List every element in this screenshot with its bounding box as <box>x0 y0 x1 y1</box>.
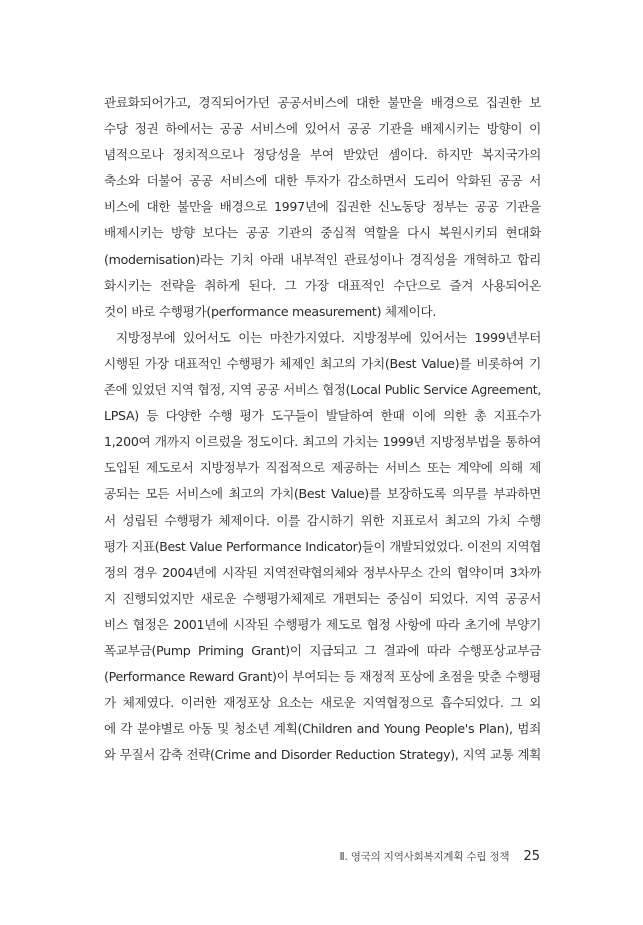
text-line: 배제시키는 방향 보다는 공공 기관의 중심적 역할을 다시 복원시키되 현대화 <box>104 225 541 241</box>
text-line: (modernisation)라는 기치 아래 내부적인 관료성이나 경직성을 개혁하고 합리 <box>104 251 541 267</box>
text-line: 시행된 가장 대표적인 수행평가 체제인 최고의 가치(Best Value)를 비롯하여 기 <box>104 355 541 371</box>
body-text <box>104 90 541 768</box>
text-line: 비스 협정은 2001년에 시작된 수행평가 제도로 협정 사항에 따라 초기에 부양기 <box>104 616 541 632</box>
running-footer-chapter: Ⅱ. 영국의 지역사회복지계획 수립 정책 <box>339 851 510 863</box>
text-line: 평가 지표(Best Value Performance Indicator)들이 개발되었었다. 이전의 지역협 <box>104 538 541 554</box>
text-line: (Performance Reward Grant)이 부여되는 등 재정적 포상에 초점을 맞춘 수행평 <box>104 669 541 685</box>
text-line: 도입된 제도로서 지방정부가 직접적으로 제공하는 서비스 또는 계약에 의해 제 <box>104 460 541 476</box>
text-line: 에 각 분야별로 아동 및 청소년 계획(Children and Young People's Plan), 범죄 <box>104 721 541 737</box>
text-line: 폭교부금(Pump Priming Grant)이 지급되고 그 결과에 따라 수행포상교부금 <box>104 642 541 658</box>
text-line: 관료화되어가고, 경직되어가던 공공서비스에 대한 불만을 배경으로 집권한 보 <box>104 95 541 110</box>
page-footer <box>340 845 540 865</box>
text-line: 지방정부에 있어서도 이는 마찬가지였다. 지방정부에 있어서는 1999년부터 <box>116 329 541 345</box>
text-line: 것이 바로 수행평가(performance measurement) 체제이다. <box>104 303 437 319</box>
text-line: 서 성립된 수행평가 체제이다. 이를 감시하기 위한 지표로서 최고의 가치 수행 <box>104 512 541 528</box>
text-line: 념적으로나 정치적으로나 정당성을 부여 받았던 셈이다. 하지만 복지국가의 <box>104 147 541 163</box>
text-line: 수당 정권 하에서는 공공 서비스에 있어서 공공 기관을 배제시키는 방향이 이 <box>104 121 541 137</box>
text-line: 축소와 더불어 공공 서비스에 대한 투자가 감소하면서 도리어 악화된 공공 서 <box>104 173 541 189</box>
text-line: LPSA) 등 다양한 수행 평가 도구들이 발달하여 한때 이에 의한 총 지표수가 <box>104 408 541 424</box>
text-line: 공되는 모든 서비스에 최고의 가치(Best Value)를 보장하도록 의무를 부과하면 <box>104 486 541 502</box>
text-line: 1,200여 개까지 이르렀을 정도이다. 최고의 가치는 1999년 지방정부법을 통하여 <box>104 434 541 450</box>
text-line: 화시키는 전략을 취하게 된다. 그 가장 대표적인 수단으로 즐겨 사용되어온 <box>104 277 541 293</box>
text-line: 지 진행되었지만 새로운 수행평가체제로 개편되는 중심이 되었다. 지역 공공서 <box>104 590 541 606</box>
page-number: 25 <box>523 849 540 864</box>
text-line: 존에 있었던 지역 협정, 지역 공공 서비스 협정(Local Public Service Agreement, <box>104 382 541 398</box>
text-line: 정의 경우 2004년에 시작된 지역전략협의체와 정부사무소 간의 협약이며 3차까 <box>104 564 541 580</box>
text-line: 가 체제였다. 이러한 재정포상 요소는 새로운 지역협정으로 흡수되었다. 그 외 <box>104 695 541 711</box>
text-line: 와 무질서 감축 전략(Crime and Disorder Reduction Strategy), 지역 교통 계획 <box>104 747 541 763</box>
text-line: 비스에 대한 불만을 배경으로 1997년에 집권한 신노동당 정부는 공공 기관을 <box>104 199 541 215</box>
